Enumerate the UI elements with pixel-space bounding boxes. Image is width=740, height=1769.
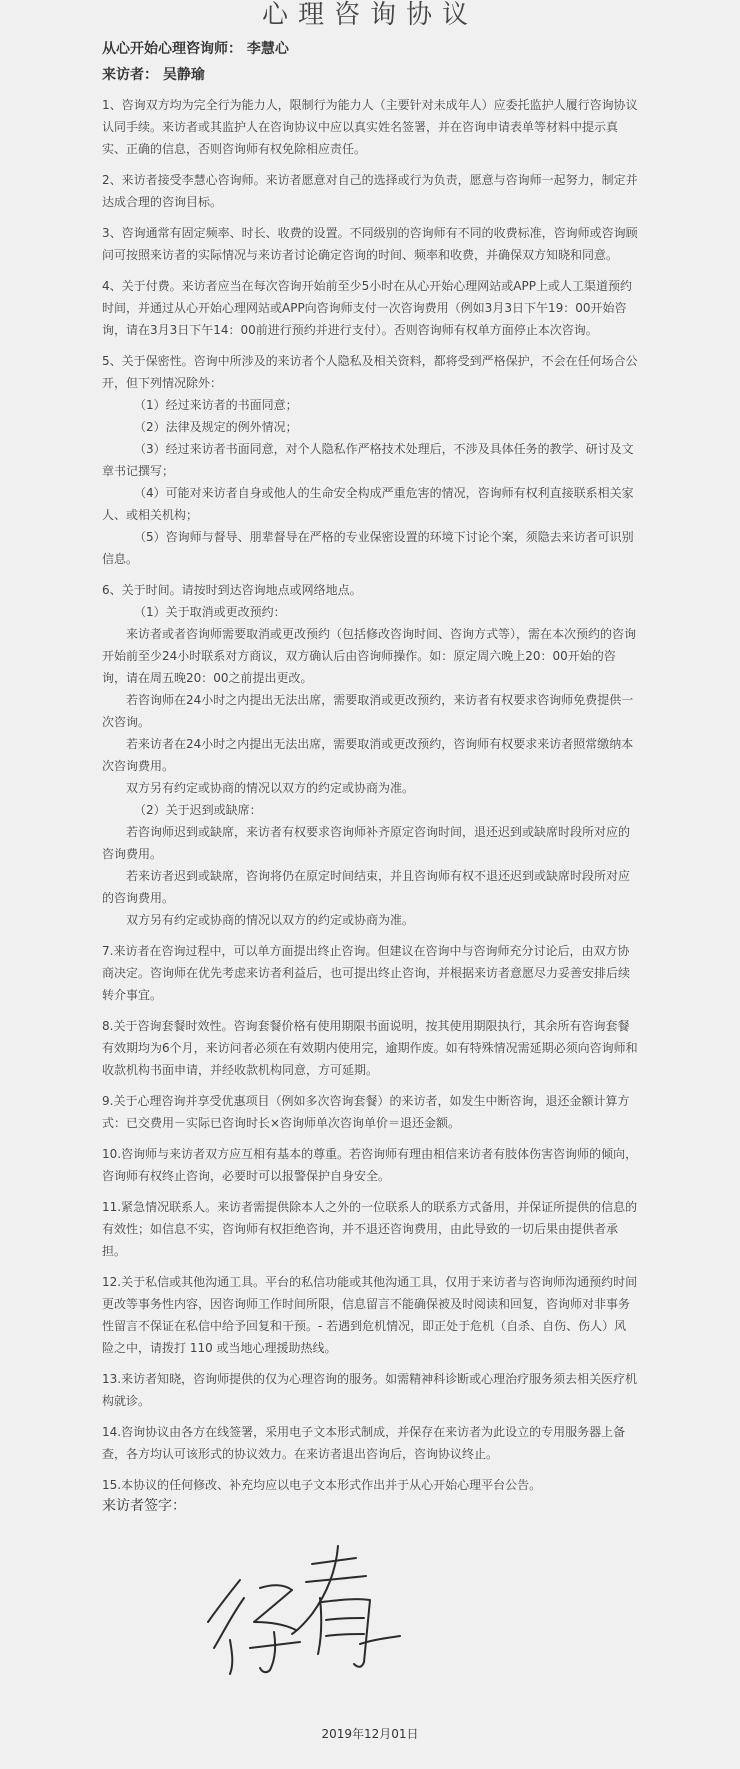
clause-6-sub-1: （1）关于取消或更改预约： — [134, 605, 286, 619]
clause-14: 14.咨询协议由各方在线签署，采用电子文本形式制成，并保存在来访者为此设立的专用服务器上备查，各方均认可该形式的协议效力。在来访者退出咨询后，咨询协议终止。 — [102, 1425, 626, 1461]
clause-6-sub-2-text-2: 若来访者迟到或缺席，咨询将仍在原定时间结束，并且咨询师有权不退还迟到或缺席时段所对应的咨询费用。 — [102, 869, 631, 905]
clause-6-sub-2-text-1: 若咨询师迟到或缺席，来访者有权要求咨询师补齐原定咨询时间，退还迟到或缺席时段所对应的咨询费用。 — [102, 825, 631, 861]
counselor-label: 从心开始心理咨询师： — [102, 41, 242, 57]
clause-10: 10.咨询师与来访者双方应互相有基本的尊重。若咨询师有理由相信来访者有肢体伤害咨询师的倾向，咨询师有权终止咨询，必要时可以报警保护自身安全。 — [102, 1147, 638, 1183]
clause-6-sub-1-text-3: 若来访者在24小时之内提出无法出席，需要取消或更改预约，咨询师有权要求来访者照常缴纳本次咨询费用。 — [102, 737, 634, 773]
clause-6-sub-1-text-1: 来访者或者咨询师需要取消或更改预约（包括修改咨询时间、咨询方式等），需在本次预约的咨询开始前至少24小时联系对方商议，双方确认后由咨询师操作。如：原定周六晚上20：00开始的咨询，请在周五晚20：00之前提出更改。 — [102, 627, 637, 685]
clause-6-sub-2-text-3: 双方另有约定或协商的情况以双方的约定或协商为准。 — [126, 913, 415, 927]
clause-5-item-4: （4）可能对来访者自身或他人的生命安全构成严重危害的情况，咨询师有权利直接联系相关家人、或相关机构； — [102, 486, 634, 522]
clause-15: 15.本协议的任何修改、补充均应以电子文本形式作出并于从心开始心理平台公告。 — [102, 1478, 542, 1492]
handwritten-signature — [200, 1540, 410, 1680]
counselor-name: 李慧心 — [246, 41, 289, 57]
clause-6-sub-1-text-4: 双方另有约定或协商的情况以双方的约定或协商为准。 — [126, 781, 415, 795]
clause-1: 1、咨询双方均为完全行为能力人，限制行为能力人（主要针对未成年人）应委托监护人履行咨询协议认同手续。来访者或其监护人在咨询协议中应以真实姓名签署，并在咨询申请表单等材料中提示真实、正确的信息，否则咨询师有权免除相应责任。 — [102, 98, 638, 156]
clause-7: 7.来访者在咨询过程中，可以单方面提出终止咨询。但建议在咨询中与咨询师充分讨论后，由双方协商决定。咨询师在优先考虑来访者利益后，也可提出终止咨询，并根据来访者意愿尽力妥善安排后续转介事宜。 — [102, 944, 631, 1002]
clause-13: 13.来访者知晓，咨询师提供的仅为心理咨询的服务。如需精神科诊断或心理治疗服务须去相关医疗机构就诊。 — [102, 1372, 638, 1408]
clause-5-item-5: （5）咨询师与督导、朋辈督导在严格的专业保密设置的环境下讨论个案，须隐去来访者可识别信息。 — [102, 530, 634, 566]
clause-6: 6、关于时间。请按时到达咨询地点或网络地点。 — [102, 583, 362, 597]
client-line — [102, 64, 205, 84]
clause-6-sub-2: （2）关于迟到或缺席： — [134, 803, 262, 817]
clause-5-item-2: （2）法律及规定的例外情况； — [134, 420, 298, 434]
clause-5: 5、关于保密性。咨询中所涉及的来访者个人隐私及相关资料，都将受到严格保护，不会在任何场合公开，但下列情况除外： — [102, 354, 638, 390]
page-title: 心理咨询协议 — [261, 0, 478, 30]
clause-12: 12.关于私信或其他沟通工具。平台的私信功能或其他沟通工具，仅用于来访者与咨询师沟通预约时间更改等事务性内容，因咨询师工作时间所限，信息留言不能确保被及时阅读和回复，咨询师对非事务性留言不保证在私信中给予回复和干预。- 若遇到危机情况，即正处于危机（自杀、自伤、伤人）风险之中，请拨打 110 或当地心理援助热线。 — [102, 1275, 638, 1355]
agreement-body — [102, 94, 638, 1505]
clause-9: 9.关于心理咨询并享受优惠项目（例如多次咨询套餐）的来访者，如发生中断咨询，退还金额计算方式：已交费用－实际已咨询时长×咨询师单次咨询单价＝退还金额。 — [102, 1094, 630, 1130]
client-label: 来访者： — [102, 67, 158, 83]
signing-date: 2019年12月01日 — [321, 1727, 419, 1741]
clause-5-item-1: （1）经过来访者的书面同意； — [134, 398, 298, 412]
client-name: 吴静瑜 — [162, 67, 205, 83]
clause-5-item-3: （3）经过来访者书面同意，对个人隐私作严格技术处理后，不涉及具体任务的教学、研讨及文章书记撰写； — [102, 442, 634, 478]
clause-2: 2、来访者接受李慧心咨询师。来访者愿意对自己的选择或行为负责，愿意与咨询师一起努力，制定并达成合理的咨询目标。 — [102, 173, 638, 209]
clause-11: 11.紧急情况联系人。来访者需提供除本人之外的一位联系人的联系方式备用，并保证所提供的信息的有效性；如信息不实，咨询师有权拒绝咨询，并不退还咨询费用，由此导致的一切后果由提供者承担。 — [102, 1200, 638, 1258]
counselor-line — [102, 38, 289, 58]
signature-label: 来访者签字： — [102, 1498, 186, 1514]
clause-8: 8.关于咨询套餐时效性。咨询套餐价格有使用期限书面说明，按其使用期限执行，其余所有咨询套餐有效期均为6个月，来访问者必须在有效期内使用完，逾期作废。如有特殊情况需延期必须向咨询师和收款机构书面申请，并经收款机构同意，方可延期。 — [102, 1019, 638, 1077]
clause-6-sub-1-text-2: 若咨询师在24小时之内提出无法出席，需要取消或更改预约，来访者有权要求咨询师免费提供一次咨询。 — [102, 693, 634, 729]
clause-4: 4、关于付费。来访者应当在每次咨询开始前至少5小时在从心开始心理网站或APP上或人工渠道预约时间，并通过从心开始心理网站或APP向咨询师支付一次咨询费用（例如3月3日下午19：00开始咨询，请在3月3日下午14：00前进行预约并进行支付）。否则咨询师有权单方面停止本次咨询。 — [102, 279, 632, 337]
clause-3: 3、咨询通常有固定频率、时长、收费的设置。不同级别的咨询师有不同的收费标准，咨询师或咨询顾问可按照来访者的实际情况与来访者讨论确定咨询的时间、频率和收费，并确保双方知晓和同意。 — [102, 226, 638, 262]
